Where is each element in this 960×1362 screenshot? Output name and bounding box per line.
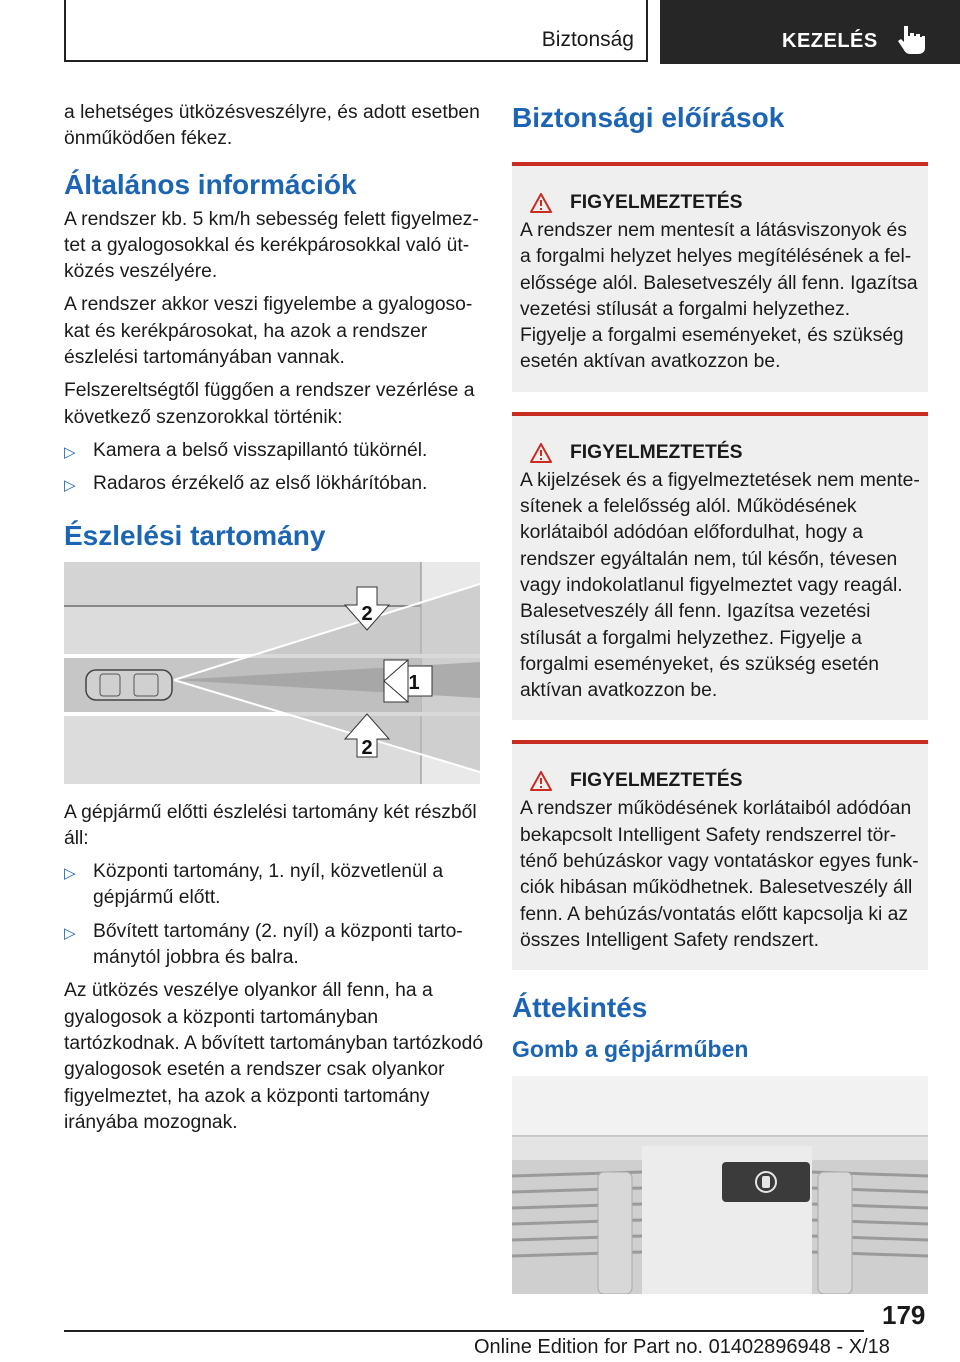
warning-triangle-icon [530,771,552,791]
button-heading: Gomb a gépjárműben [512,1036,749,1063]
warning-title [520,768,920,794]
safety-heading: Biztonsági előírások [512,102,785,133]
list-item [64,919,484,972]
vehicle-button-photo [512,1076,928,1294]
footer-divider [64,1330,864,1332]
vehicle-icon [86,670,172,700]
header-chapter-tab [660,0,960,64]
header-section-box [64,0,648,62]
detection-paragraph-1: A gépjármű előtti észlelési tartomány két részből áll: [64,801,477,849]
right-column [512,100,928,1294]
list-item-text: Központi tartomány, 1. nyíl, közvetlenül a gépjármű előtt. [93,861,444,909]
detection-range-figure [64,562,480,784]
warning-text: A rendszer nem mentesít a látásviszonyok és a forgalmi helyzet helyes megítélésének a felelőssége alól. Balesetveszély áll fenn. Igazítsa vezetési stílusát a forgalmi helyzethez. Figyelje a forgalmi eseményeket, és szükség esetén aktívan avatkozzon be. [520,220,918,373]
warning-title-text: FIGYELMEZTETÉS [570,441,743,463]
general-paragraph-3: Felszereltségtől függően a rendszer vezérlése a következő szenzorokkal történik: [64,380,475,428]
warning-triangle-icon [530,193,552,213]
warning-title [520,190,920,216]
pointing-hand-icon [898,24,926,54]
bullet-triangle-icon: ▷ [64,865,76,883]
left-column [64,100,484,1143]
label-lower-2: 2 [361,736,373,759]
warning-text: A kijelzések és a figyelmeztetések nem mentesítenek a felelősség alól. Működésének korlátaiból adódóan előfordulhat, hogy a rendszer egyáltalán nem, túl későn, tévesen vagy indokolatlanul figyelmeztet vagy reagál. Balesetveszély áll fenn. Igazítsa vezetési stílusát a forgalmi helyzethez. Figyelje a forgalmi eseményeket, és szükség esetén aktívan avatkozzon be. [520,469,920,702]
general-heading: Általános információk [64,168,357,200]
detection-paragraph-2: Az ütközés veszélye olyankor áll fenn, ha a gyalogosok a központi tartományban tartózkodnak. A bővített tartományban tartózkodó gyalogosok esetén a rendszer csak olyankor figyelmeztet, ha azok a központi tartomány irányába mozognak. [64,980,484,1133]
label-upper-2: 2 [361,602,373,625]
list-item-text: Radaros érzékelő az első lökhárítóban. [93,473,428,495]
overview-heading: Áttekintés [512,992,648,1024]
bullet-triangle-icon: ▷ [64,924,76,942]
warning-triangle-icon [530,443,552,463]
list-item [64,438,484,464]
footer-edition: Online Edition for Part no. 01402896948 - X/18 [474,1336,890,1358]
general-paragraph-1: A rendszer kb. 5 km/h sebesség felett figyelmeztet a gyalogosokkal és kerékpárosokkal való ütközés veszélyére. [64,208,479,283]
bullet-triangle-icon: ▷ [64,443,76,461]
intro-text: a lehetséges ütközésveszélyre, és adott esetben önműködően fékez. [64,102,480,150]
warning-text: A rendszer működésének korlátaiból adódóan bekapcsolt Intelligent Safety rendszerrel történő behúzáskor vagy vontatáskor egyes funkciók hibásan működhetnek. Balesetveszély áll fenn. A behúzás/vontatás előtt kapcsolja ki az összes Intelligent Safety rendszert. [520,798,919,951]
warning-title-text: FIGYELMEZTETÉS [570,770,743,792]
list-item [64,859,484,912]
warning-title [520,440,920,466]
general-paragraph-2: A rendszer akkor veszi figyelembe a gyalogosokat és kerékpárosokat, ha azok a rendszer észlelési tartományában vannak. [64,294,473,369]
detection-diagram [64,562,480,784]
list-item [64,471,484,497]
bullet-triangle-icon: ▷ [64,477,76,495]
warning-box [512,162,928,392]
list-item-text: Kamera a belső visszapillantó tükörnél. [93,439,428,461]
warning-box [512,740,928,970]
label-center-1: 1 [408,671,420,694]
warning-box [512,412,928,721]
list-item-text: Bővített tartomány (2. nyíl) a központi tartománytól jobbra és balra. [93,920,463,969]
header-section-title: Biztonság [541,28,634,51]
header-chapter-title: KEZELÉS [782,30,878,52]
detection-heading: Észlelési tartomány [64,519,326,551]
page-number: 179 [882,1300,926,1330]
dashboard-illustration [512,1076,928,1294]
warning-title-text: FIGYELMEZTETÉS [570,192,743,213]
